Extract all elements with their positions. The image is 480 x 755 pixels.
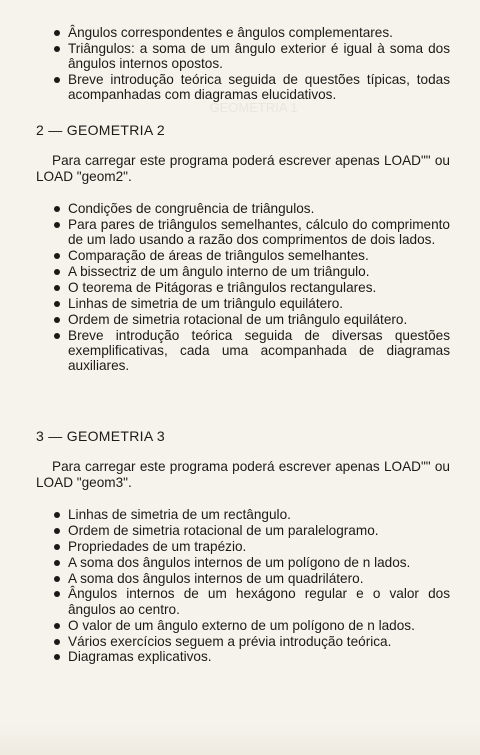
list-item: O valor de um ângulo externo de um polígono de n lados. [52, 618, 450, 633]
list-item: A soma dos ângulos internos de um quadrilátero. [52, 571, 450, 586]
instructions-text: Para carregar este programa poderá escrever apenas LOAD"" ou LOAD "geom2". [36, 153, 450, 184]
list-item: Triângulos: a soma de um ângulo exterior é igual à soma dos ângulos internos opostos. [52, 41, 450, 72]
list-item: A soma dos ângulos internos de um polígono de n lados. [52, 555, 450, 570]
instructions-text: Para carregar este programa poderá escrever apenas LOAD"" ou LOAD "geom3". [36, 459, 450, 490]
list-item: Vários exercícios seguem a prévia introdução teórica. [52, 634, 450, 649]
geometria-3-topic-list [52, 507, 450, 665]
list-item: Comparação de áreas de triângulos semelhantes. [52, 248, 450, 263]
list-item: Breve introdução teórica seguida de questões típicas, todas acompanhadas com diagramas elucidativos. [52, 72, 450, 103]
geometria-2-topic-list [52, 201, 450, 374]
list-item: Ângulos correspondentes e ângulos complementares. [52, 25, 450, 40]
list-item: Linhas de simetria de um rectângulo. [52, 507, 450, 522]
list-item: Ordem de simetria rotacional de um paralelogramo. [52, 523, 450, 538]
section-heading-geometria-2: 2 — GEOMETRIA 2 [36, 122, 165, 138]
section-heading-geometria-3: 3 — GEOMETRIA 3 [36, 428, 165, 444]
list-item: O teorema de Pitágoras e triângulos rectangulares. [52, 280, 450, 295]
intro-bullet-list [52, 25, 450, 103]
load-instructions-geom3 [36, 459, 450, 490]
list-item: Para pares de triângulos semelhantes, cálculo do comprimento de um lado usando a razão dos comprimentos de dois lados. [52, 217, 450, 248]
list-item: Breve introdução teórica seguida de diversas questões exemplificativas, cada uma acompanhada de diagramas auxiliares. [52, 328, 450, 374]
load-instructions-geom2 [36, 153, 450, 184]
list-item: Ordem de simetria rotacional de um triângulo equilátero. [52, 312, 450, 327]
list-item: Ângulos internos de um hexágono regular e o valor dos ângulos ao centro. [52, 586, 450, 617]
page-edge-shading [0, 725, 480, 755]
list-item: Propriedades de um trapézio. [52, 539, 450, 554]
list-item: A bissectriz de um ângulo interno de um triângulo. [52, 264, 450, 279]
list-item: Linhas de simetria de um triângulo equilátero. [52, 296, 450, 311]
show-through-texture: GEOMETRIA 1 [0, 100, 298, 115]
list-item: Condições de congruência de triângulos. [52, 201, 450, 216]
list-item: Diagramas explicativos. [52, 649, 450, 664]
